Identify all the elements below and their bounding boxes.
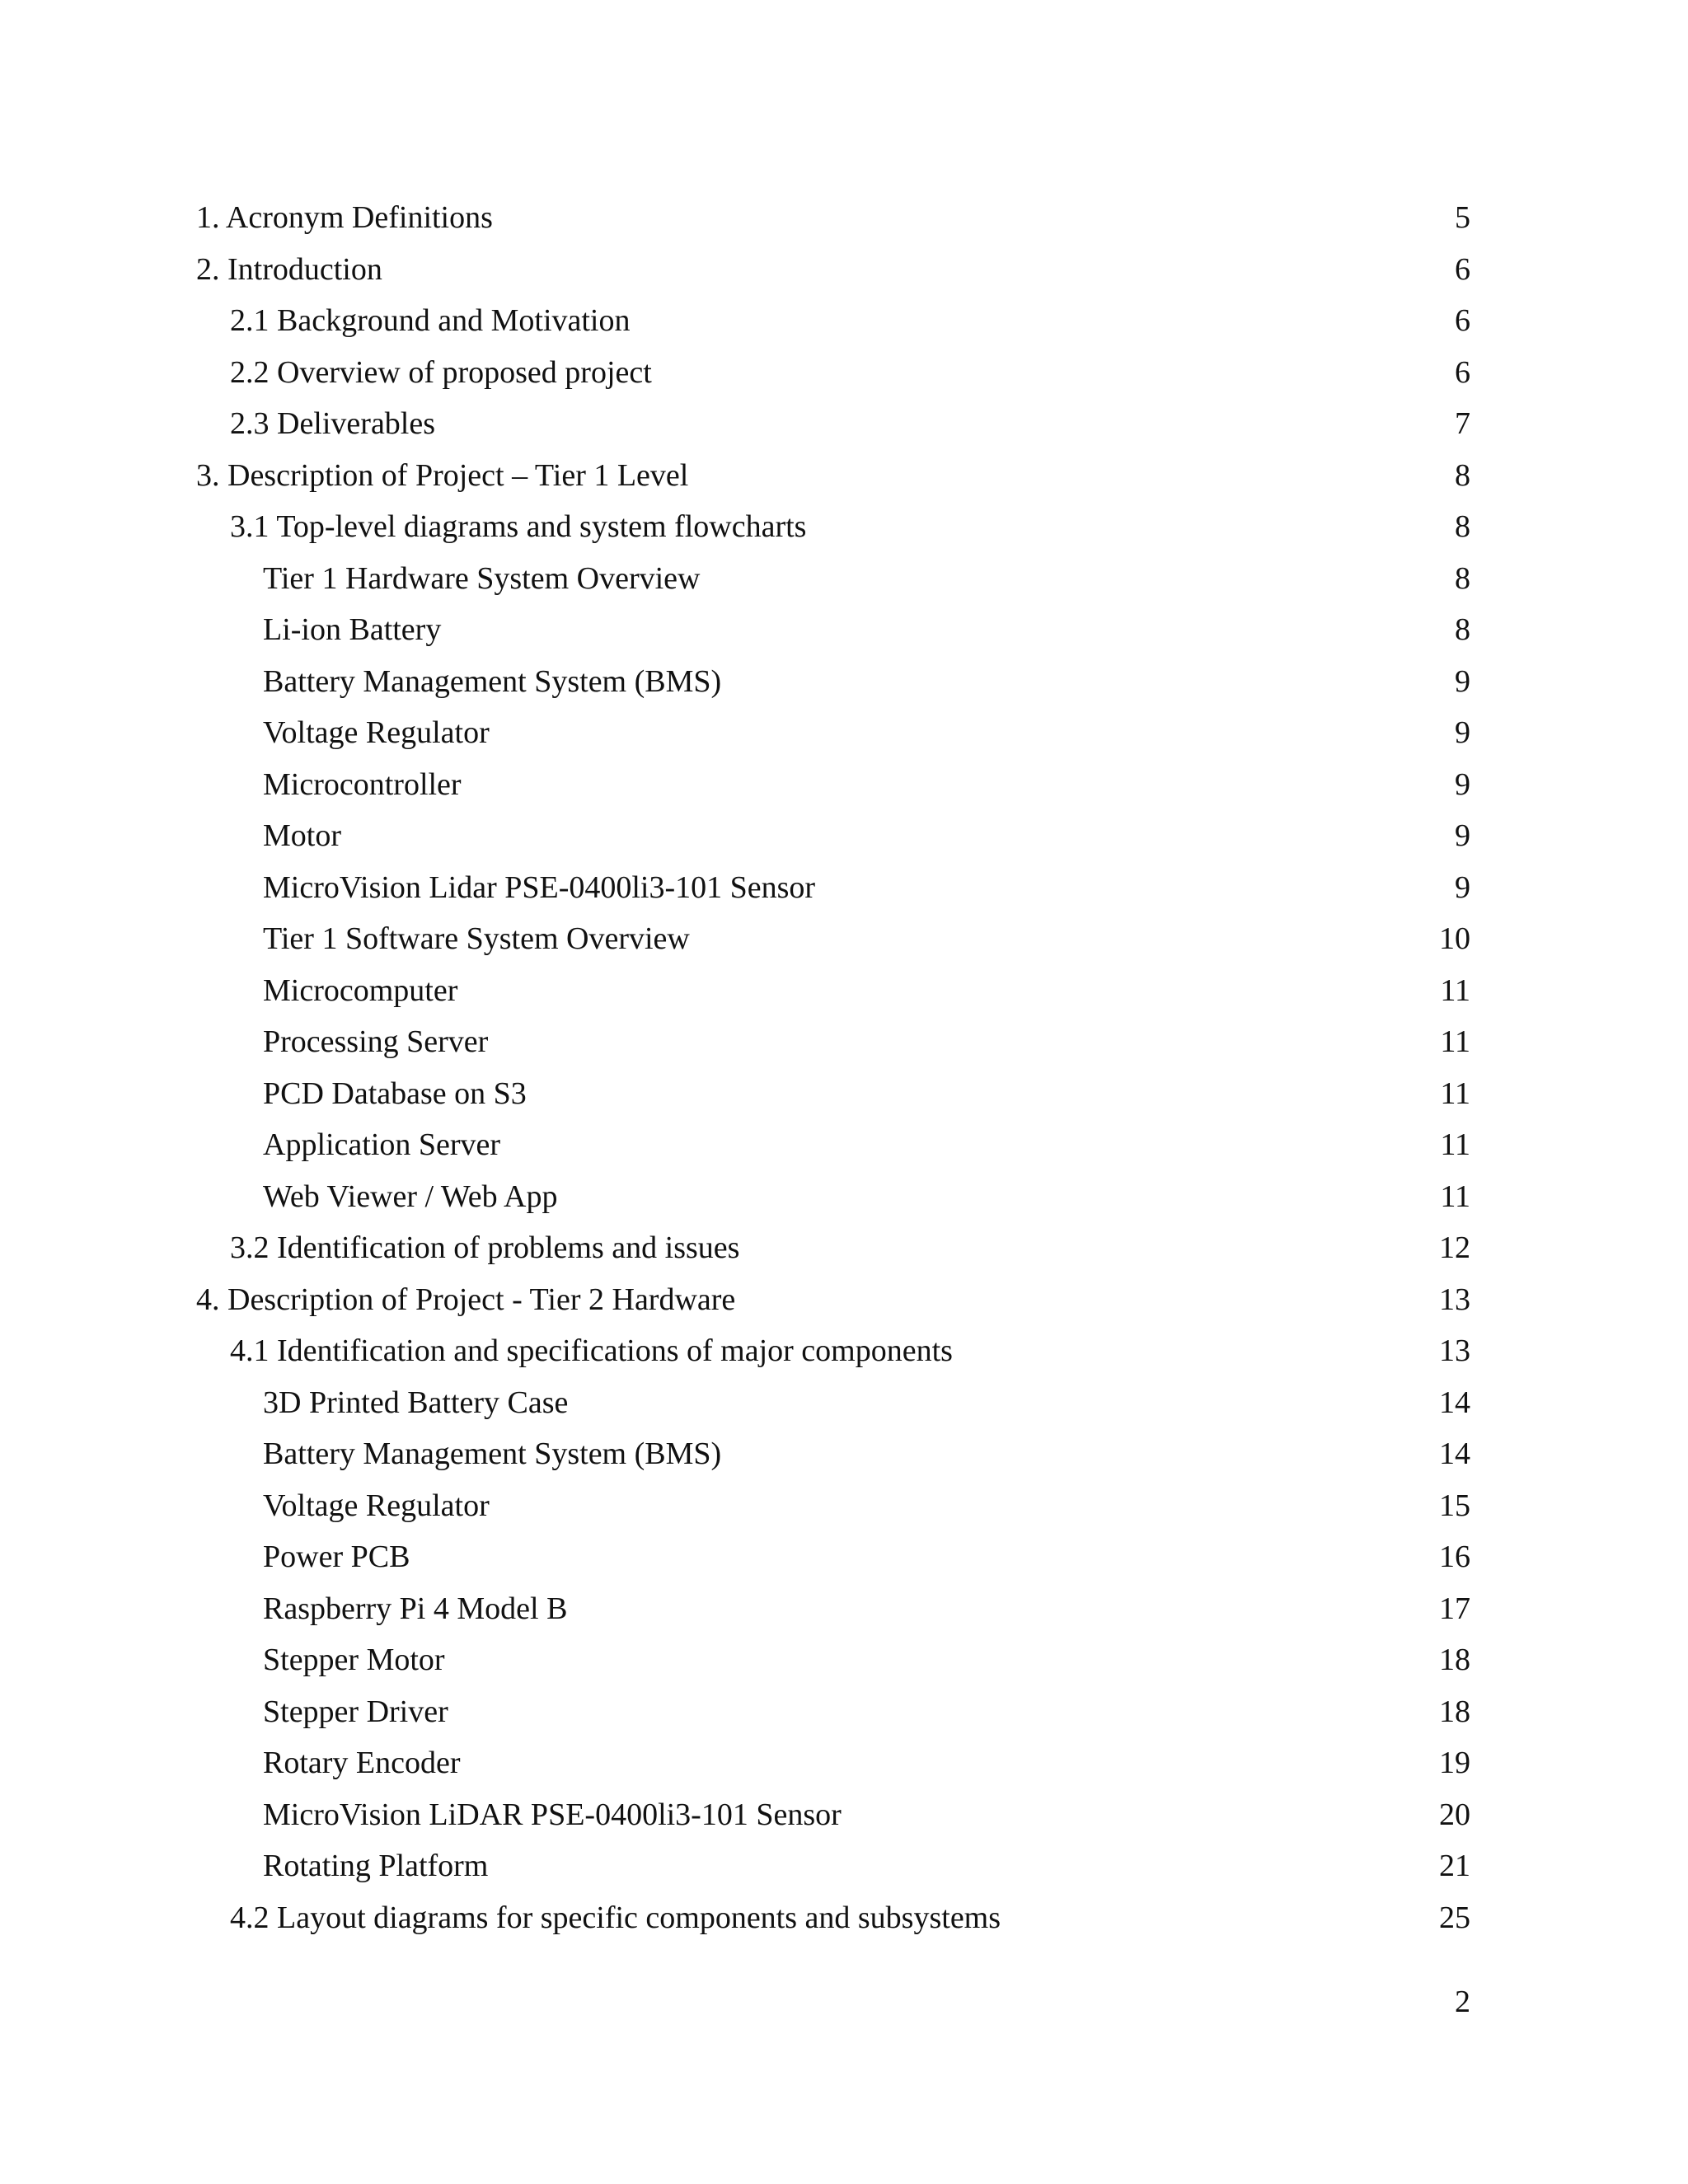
toc-entry-title: Microcontroller [263,766,462,802]
toc-entry-page: 11 [1440,1024,1470,1059]
toc-entry-page: 11 [1440,1076,1470,1111]
toc-entry[interactable] [196,501,1470,553]
toc-entry[interactable] [196,1583,1470,1635]
toc-entry[interactable] [196,1789,1470,1841]
toc-entry-title: Li-ion Battery [263,612,442,647]
toc-entry[interactable] [196,707,1470,759]
toc-entry-title: 1. Acronym Definitions [196,200,493,235]
toc-entry[interactable] [196,1531,1470,1583]
toc-entry[interactable] [196,1016,1470,1068]
toc-entry-title: 2.1 Background and Motivation [230,303,631,338]
toc-entry-title: Stepper Driver [263,1694,448,1729]
toc-entry-page: 9 [1455,715,1470,750]
toc-entry[interactable] [196,1480,1470,1532]
toc-entry[interactable] [196,192,1470,244]
toc-entry-title: MicroVision LiDAR PSE-0400li3-101 Sensor [263,1797,842,1832]
toc-entry-page: 12 [1439,1230,1470,1265]
toc-entry[interactable] [196,1634,1470,1686]
toc-entry-page: 14 [1439,1385,1470,1420]
toc-entry-page: 20 [1439,1797,1470,1832]
toc-entry[interactable] [196,347,1470,399]
toc-entry-page: 18 [1439,1694,1470,1729]
toc-entry[interactable] [196,1222,1470,1274]
toc-entry[interactable] [196,244,1470,296]
toc-entry-title: Application Server [263,1127,501,1162]
toc-entry-title: Battery Management System (BMS) [263,1436,722,1471]
toc-entry[interactable] [196,604,1470,656]
toc-entry[interactable] [196,1274,1470,1326]
toc-entry[interactable] [196,398,1470,450]
toc-entry-page: 11 [1440,972,1470,1008]
toc-entry-title: PCD Database on S3 [263,1076,527,1111]
toc-entry-title: Battery Management System (BMS) [263,663,722,699]
page-number: 2 [1455,1985,1470,2019]
toc-entry-title: Power PCB [263,1540,410,1574]
toc-entry-title: 3.2 Identification of problems and issues [230,1230,740,1265]
toc-entry[interactable] [196,1119,1470,1171]
toc-entry-title: 3D Printed Battery Case [263,1385,569,1420]
toc-entry-title: 3.1 Top-level diagrams and system flowcharts [230,509,807,544]
toc-entry-page: 13 [1439,1333,1470,1368]
toc-entry-title: Voltage Regulator [263,715,490,750]
toc-entry-title: 3. Description of Project – Tier 1 Level [196,457,689,493]
toc-entry-page: 17 [1439,1591,1470,1626]
toc-entry-title: Processing Server [263,1024,489,1059]
toc-entry-title: 2.2 Overview of proposed project [230,354,652,390]
toc-entry-page: 11 [1440,1127,1470,1162]
toc-entry-page: 7 [1455,406,1470,441]
toc-entry[interactable] [196,1737,1470,1789]
toc-entry[interactable] [196,759,1470,811]
toc-entry-page: 11 [1440,1179,1470,1214]
toc-entry-title: Voltage Regulator [263,1488,490,1523]
toc-entry-page: 6 [1455,251,1470,287]
toc-entry[interactable] [196,913,1470,965]
toc-entry-title: Tier 1 Hardware System Overview [263,560,701,596]
toc-entry[interactable] [196,810,1470,862]
toc-entry[interactable] [196,1686,1470,1738]
table-of-contents [196,192,1470,1943]
toc-entry-page: 8 [1455,560,1470,596]
toc-entry-title: 4. Description of Project - Tier 2 Hardware [196,1282,736,1317]
toc-entry-page: 9 [1455,869,1470,905]
toc-entry[interactable] [196,1428,1470,1480]
toc-entry[interactable] [196,1377,1470,1429]
toc-entry-title: Raspberry Pi 4 Model B [263,1591,568,1626]
toc-entry[interactable] [196,1840,1470,1892]
toc-entry-page: 9 [1455,663,1470,699]
toc-entry-title: 2.3 Deliverables [230,406,436,441]
toc-entry-title: Rotary Encoder [263,1746,461,1780]
toc-entry-title: Motor [263,818,341,853]
toc-entry-page: 13 [1439,1282,1470,1317]
toc-entry-title: Tier 1 Software System Overview [263,921,690,956]
toc-entry-title: Web Viewer / Web App [263,1179,558,1214]
toc-entry-page: 19 [1439,1746,1470,1780]
toc-entry[interactable] [196,295,1470,347]
toc-entry-page: 15 [1439,1488,1470,1523]
toc-entry-page: 6 [1455,354,1470,390]
toc-entry[interactable] [196,1325,1470,1377]
toc-entry-page: 14 [1439,1436,1470,1471]
toc-entry-page: 6 [1455,303,1470,338]
toc-entry[interactable] [196,965,1470,1017]
toc-entry-title: 4.1 Identification and specifications of major components [230,1333,953,1368]
toc-entry-title: 2. Introduction [196,251,382,287]
toc-entry-page: 8 [1455,457,1470,493]
toc-entry[interactable] [196,553,1470,605]
toc-entry-page: 21 [1439,1849,1470,1883]
toc-entry[interactable] [196,1068,1470,1120]
toc-entry-page: 9 [1455,818,1470,853]
toc-entry-page: 8 [1455,509,1470,544]
toc-entry-title: Rotating Platform [263,1849,489,1883]
toc-entry-title: Stepper Motor [263,1643,445,1677]
toc-entry-title: MicroVision Lidar PSE-0400li3-101 Sensor [263,869,816,905]
toc-entry-title: 4.2 Layout diagrams for specific components and subsystems [230,1900,1001,1935]
toc-entry[interactable] [196,862,1470,914]
toc-entry-page: 25 [1439,1900,1470,1935]
toc-entry-page: 18 [1439,1643,1470,1677]
toc-entry[interactable] [196,1892,1470,1944]
toc-entry-page: 8 [1455,612,1470,647]
toc-entry[interactable] [196,1171,1470,1223]
toc-entry-page: 9 [1455,766,1470,802]
toc-entry-title: Microcomputer [263,972,458,1008]
toc-entry[interactable] [196,656,1470,708]
toc-entry-page: 5 [1455,200,1470,235]
toc-entry-page: 10 [1439,921,1470,956]
toc-entry-page: 16 [1439,1540,1470,1574]
toc-entry[interactable] [196,450,1470,502]
